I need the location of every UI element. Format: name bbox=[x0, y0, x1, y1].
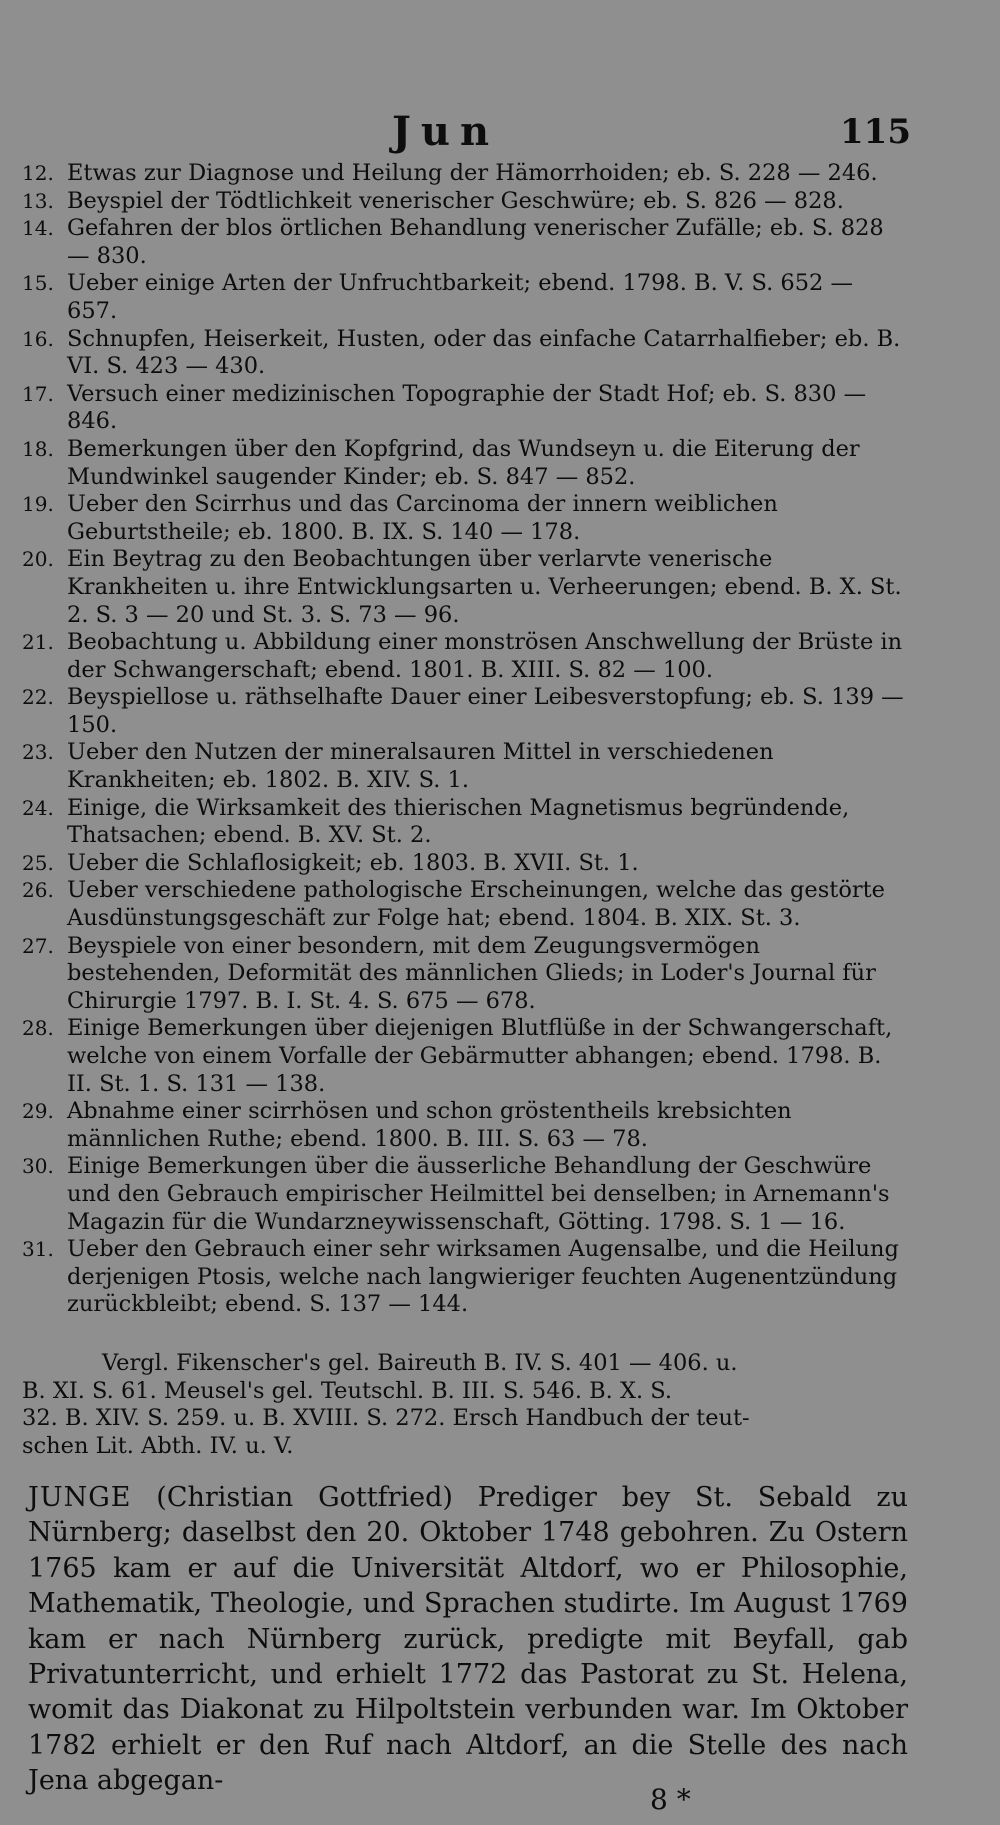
publication-entry bbox=[22, 270, 907, 325]
entry-text: Ueber den Nutzen der mineralsauren Mittel in verschiedenen Krankheiten; eb. 1802. B. XIV. S. 1. bbox=[67, 739, 774, 794]
entry-number: 28. bbox=[22, 1016, 54, 1041]
publication-entry bbox=[22, 933, 907, 1016]
entry-number: 13. bbox=[22, 188, 54, 213]
entry-number: 17. bbox=[22, 381, 54, 406]
publication-entry bbox=[22, 1153, 907, 1236]
entry-number: 29. bbox=[22, 1099, 54, 1124]
publication-entry bbox=[22, 1015, 907, 1098]
biography-entry bbox=[28, 1480, 908, 1799]
publication-entry bbox=[22, 215, 907, 270]
biography-text: (Christian Gottfried) Prediger bey St. Sebald zu Nürnberg; daselbst den 20. Oktober 1748 gebohren. Zu Ostern 1765 kam er auf die Universität Altdorf, wo er Philosophie, Mathematik, Theologie, und Sprachen studirte. Im August 1769 kam er nach Nürnberg zurück, predigte mit Beyfall, gab Privatunterricht, und erhielt 1772 das Pastorat zu St. Helena, womit das Diakonat zu Hilpoltstein verbunden war. Im Oktober 1782 erhielt er den Ruf nach Altdorf, an die Stelle des nach Jena abgegan- bbox=[28, 1482, 908, 1797]
entry-text: Beyspiellose u. räthselhafte Dauer einer Leibesverstopfung; eb. S. 139 — 150. bbox=[67, 684, 904, 738]
entry-text: Beyspiel der Tödtlichkeit venerischer Geschwüre; eb. S. 826 — 828. bbox=[67, 187, 844, 214]
entry-number: 12. bbox=[22, 161, 54, 185]
publication-entry bbox=[22, 546, 907, 629]
entry-number: 21. bbox=[22, 630, 54, 655]
entry-number: 18. bbox=[22, 436, 54, 461]
entry-text: Ein Beytrag zu den Beobachtungen über verlarvte venerische Krankheiten u. ihre Entwicklungsarten u. Verheerungen; ebend. B. X. St. 2. S. 3 — 20 und St. 3. S. 73 — 96. bbox=[67, 546, 902, 628]
page-header bbox=[0, 108, 1000, 158]
publication-entry bbox=[22, 877, 907, 932]
entry-text: Einige, die Wirksamkeit des thierischen Magnetismus begründende, Thatsachen; ebend. B. XV. St. 2. bbox=[67, 794, 850, 849]
entry-text: Etwas zur Diagnose und Heilung der Hämorrhoiden; eb. S. 228 — 246. bbox=[67, 160, 878, 186]
reference-line: Vergl. Fikenscher's gel. Baireuth B. IV. S. 401 — 406. u. bbox=[102, 1350, 738, 1376]
entry-text: Ueber einige Arten der Unfruchtbarkeit; ebend. 1798. B. V. S. 652 — 657. bbox=[67, 270, 854, 324]
publication-entry bbox=[22, 436, 907, 491]
publication-entry bbox=[22, 684, 907, 739]
publication-entry bbox=[22, 160, 907, 188]
publication-entry bbox=[22, 739, 907, 794]
reference-line: B. XI. S. 61. Meusel's gel. Teutschl. B. III. S. 546. B. X. S. bbox=[22, 1377, 673, 1404]
publication-entry bbox=[22, 326, 907, 381]
running-title: Jun bbox=[392, 108, 500, 155]
entry-text: Bemerkungen über den Kopfgrind, das Wundseyn u. die Eiterung der Mundwinkel saugender Kinder; eb. S. 847 — 852. bbox=[67, 435, 860, 490]
publication-entry bbox=[22, 188, 907, 216]
page-number: 115 bbox=[840, 112, 911, 152]
publication-entry bbox=[22, 850, 907, 878]
entry-number: 31. bbox=[22, 1237, 54, 1262]
entry-text: Einige Bemerkungen über die äusserliche Behandlung der Geschwüre und den Gebrauch empirischer Heilmittel bei denselben; in Arnemann's Magazin für die Wundarzneywissenschaft, Götting. 1798. S. 1 — 16. bbox=[67, 1153, 890, 1235]
entry-number: 27. bbox=[22, 933, 54, 958]
entry-text: Beobachtung u. Abbildung einer monströsen Anschwellung der Brüste in der Schwangerschaft; ebend. 1801. B. XIII. S. 82 — 100. bbox=[67, 629, 903, 683]
publication-entry bbox=[22, 629, 907, 684]
entry-number: 14. bbox=[22, 216, 54, 241]
entry-text: Versuch einer medizinischen Topographie der Stadt Hof; eb. S. 830 — 846. bbox=[67, 380, 867, 435]
entry-text: Schnupfen, Heiserkeit, Husten, oder das einfache Catarrhalfieber; eb. B. VI. S. 423 — 430. bbox=[67, 325, 901, 380]
publication-entry bbox=[22, 795, 907, 850]
entry-number: 24. bbox=[22, 795, 54, 820]
references-note bbox=[22, 1350, 907, 1460]
entry-text: Einige Bemerkungen über diejenigen Blutflüße in der Schwangerschaft, welche von einem Vorfalle der Gebärmutter abhangen; ebend. 1798. B. II. St. 1. S. 131 — 138. bbox=[67, 1015, 893, 1097]
entry-text: Gefahren der blos örtlichen Behandlung venerischer Zufälle; eb. S. 828 — 830. bbox=[67, 215, 884, 269]
entry-text: Beyspiele von einer besondern, mit dem Zeugungsvermögen bestehenden, Deformität des männlichen Glieds; in Loder's Journal für Chirurgie 1797. B. I. St. 4. S. 675 — 678. bbox=[67, 932, 876, 1014]
entry-name: JUNGE bbox=[28, 1482, 132, 1513]
publication-entry bbox=[22, 491, 907, 546]
entry-text: Ueber den Scirrhus und das Carcinoma der innern weiblichen Geburtstheile; eb. 1800. B. IX. S. 140 — 178. bbox=[67, 491, 778, 545]
entry-number: 22. bbox=[22, 685, 54, 710]
publication-entry bbox=[22, 1236, 907, 1319]
reference-line: schen Lit. Abth. IV. u. V. bbox=[22, 1432, 294, 1459]
entry-number: 15. bbox=[22, 271, 54, 296]
entry-number: 26. bbox=[22, 878, 54, 903]
entry-number: 25. bbox=[22, 850, 54, 875]
entry-text: Ueber verschiedene pathologische Erscheinungen, welche das gestörte Ausdünstungsgeschäft zur Folge hat; ebend. 1804. B. XIX. St. 3. bbox=[67, 877, 885, 932]
reference-line: 32. B. XIV. S. 259. u. B. XVIII. S. 272. Ersch Handbuch der teut- bbox=[22, 1405, 750, 1432]
entry-text: Ueber den Gebrauch einer sehr wirksamen Augensalbe, und die Heilung derjenigen Ptosis, welche nach langwieriger feuchten Augenentzündung zurückbleibt; ebend. S. 137 — 144. bbox=[67, 1236, 899, 1318]
publication-list bbox=[22, 160, 907, 1319]
publication-entry bbox=[22, 1098, 907, 1153]
entry-text: Abnahme einer scirrhösen und schon gröstentheils krebsichten männlichen Ruthe; ebend. 1800. B. III. S. 63 — 78. bbox=[67, 1098, 792, 1152]
entry-number: 23. bbox=[22, 740, 54, 765]
entry-number: 30. bbox=[22, 1154, 54, 1179]
entry-number: 19. bbox=[22, 492, 54, 517]
entry-number: 16. bbox=[22, 326, 54, 351]
publication-entry bbox=[22, 381, 907, 436]
entry-number: 20. bbox=[22, 547, 54, 572]
signature-mark: 8 * bbox=[650, 1783, 691, 1816]
entry-text: Ueber die Schlaflosigkeit; eb. 1803. B. XVII. St. 1. bbox=[67, 849, 639, 876]
